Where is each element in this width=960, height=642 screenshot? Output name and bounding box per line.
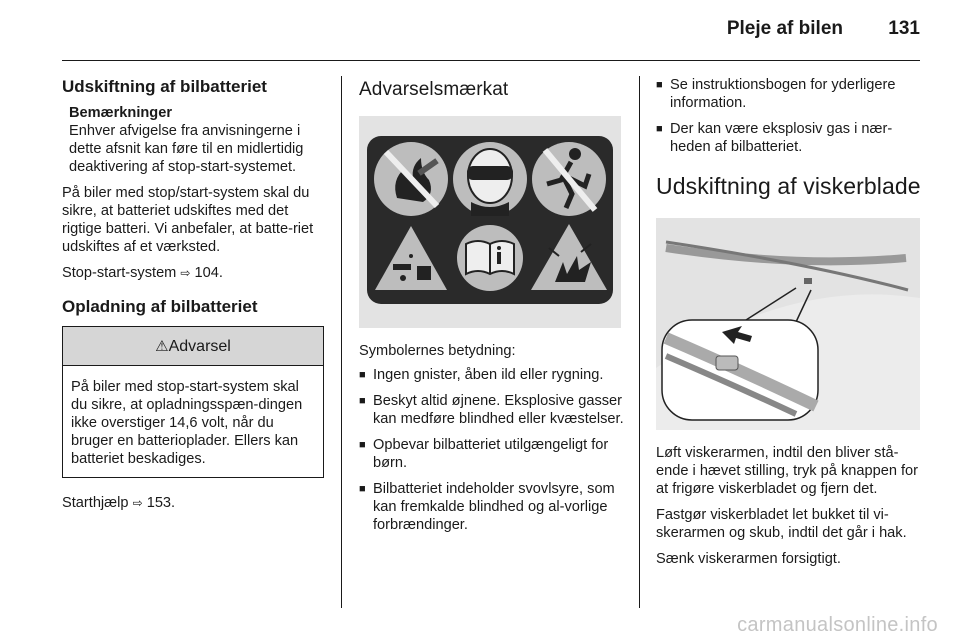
wiper-illustration	[656, 218, 920, 430]
list-item: ■ Se instruktionsbogen for yderligere information.	[656, 77, 896, 111]
keep-away-children-icon	[532, 142, 606, 216]
read-manual-icon	[457, 225, 523, 291]
bullet-marker: ■	[656, 123, 663, 135]
bullet-marker: ■	[359, 483, 366, 495]
note-block	[62, 104, 324, 176]
bullet-marker: ■	[359, 369, 366, 381]
warning-triangle-icon: ⚠	[155, 337, 169, 355]
symbols-intro: Symbolernes betydning:	[359, 343, 516, 359]
list-item: ■ Beskyt altid øjnene. Eksplosive gasser kan medføre blindhed eller kvæstelser.	[359, 393, 624, 427]
page-number: 131	[888, 18, 920, 39]
cross-reference	[62, 494, 324, 512]
paragraph: På biler med stop/start-system skal du sikre, at batteriet udskiftes med det rigtige batteri. Vi anbefaler, at batte-riet udskiftes af et værksted.	[62, 185, 314, 255]
list-item: ■ Der kan være eksplosiv gas i nær-heden af bilbatteriet.	[656, 121, 893, 155]
reference-label: Starthjælp	[62, 495, 129, 511]
symbols-list	[359, 366, 627, 534]
bullet-marker: ■	[359, 395, 366, 407]
bullet-marker: ■	[656, 79, 663, 91]
eye-protection-icon	[453, 142, 527, 216]
cross-reference	[62, 264, 324, 282]
section-title: Pleje af bilen	[726, 18, 843, 39]
symbols-list-continued	[656, 76, 926, 156]
warning-label-illustration	[359, 116, 621, 328]
warning-header	[63, 327, 323, 366]
page-arrow-icon: ⇨	[132, 496, 143, 510]
column-divider-1	[341, 76, 342, 608]
heading-battery-charging: Opladning af bilbatteriet	[62, 297, 258, 316]
warning-title: Advarsel	[168, 338, 231, 355]
reference-page: 104.	[194, 265, 223, 281]
warning-box	[62, 326, 324, 478]
list-item: ■ Opbevar bilbatteriet utilgængeligt for børn.	[359, 437, 609, 471]
column-2	[359, 76, 627, 542]
no-fire-icon	[374, 142, 448, 216]
reference-page: 153.	[146, 495, 176, 511]
warning-text: På biler med stop-start-system skal du sikre, at opladningsspæn-dingen ikke overstiger 14,6 volt, når du bruger en batterioplader. Ellers kan batteriet beskadiges.	[71, 379, 303, 467]
paragraph: Løft viskerarmen, indtil den bliver stå-ende i hævet stilling, tryk på knappen for at frigøre viskerbladet og fjern det.	[656, 445, 919, 497]
watermark: carmanualsonline.info	[737, 614, 938, 636]
note-text: Enhver afvigelse fra anvisningerne i dette afsnit kan føre til en midlertidig deaktivering af stop-start-systemet.	[69, 123, 304, 175]
list-item: ■ Ingen gnister, åben ild eller rygning.	[359, 367, 604, 383]
page-header	[0, 0, 960, 62]
paragraph: Fastgør viskerbladet let bukket til vi-skerarmen og skub, indtil det går i hak.	[656, 507, 907, 541]
column-1	[62, 76, 324, 520]
column-3	[656, 76, 926, 576]
header-divider	[62, 60, 920, 61]
heading-wiper-blades: Udskiftning af viskerblade	[656, 173, 921, 199]
warning-label-figure	[359, 116, 621, 328]
reference-label: Stop-start-system	[62, 265, 177, 281]
page-arrow-icon: ⇨	[180, 266, 191, 280]
column-divider-2	[639, 76, 640, 608]
heading-warning-label: Advarselsmærkat	[359, 79, 509, 100]
bullet-marker: ■	[359, 439, 366, 451]
note-title: Bemærkninger	[69, 105, 172, 121]
heading-battery-replacement: Udskiftning af bilbatteriet	[62, 77, 267, 96]
paragraph: Sænk viskerarmen forsigtigt.	[656, 551, 841, 567]
wiper-figure	[656, 218, 920, 430]
list-item: ■ Bilbatteriet indeholder svovlsyre, som kan fremkalde blindhed og al-vorlige forbrændinger.	[359, 481, 615, 533]
